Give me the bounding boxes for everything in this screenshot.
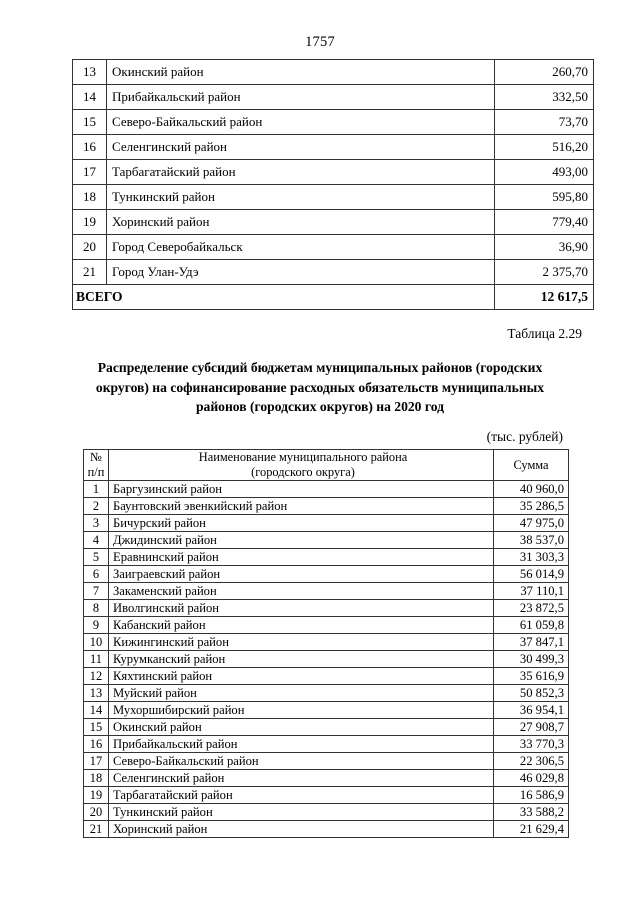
amount-cell: 61 059,8	[494, 617, 569, 634]
table-row	[73, 85, 594, 110]
table-row	[84, 515, 569, 532]
amount-cell: 35 616,9	[494, 668, 569, 685]
amount-cell: 21 629,4	[494, 821, 569, 838]
row-number-cell: 4	[84, 532, 109, 549]
amount-cell: 36,90	[495, 235, 594, 260]
row-number-cell: 17	[84, 753, 109, 770]
municipality-name-cell: Прибайкальский район	[109, 736, 494, 753]
municipality-name-cell: Селенгинский район	[109, 770, 494, 787]
amount-cell: 37 847,1	[494, 634, 569, 651]
row-number-cell: 3	[84, 515, 109, 532]
amount-cell: 260,70	[495, 60, 594, 85]
table-row	[84, 481, 569, 498]
row-number-cell: 15	[84, 719, 109, 736]
row-number-cell: 12	[84, 668, 109, 685]
row-number-cell: 20	[84, 804, 109, 821]
row-number-cell: 13	[84, 685, 109, 702]
page-title-line-1: Распределение субсидий бюджетам муниципальных районов (городских	[97, 360, 543, 375]
table-row	[73, 185, 594, 210]
row-number-cell: 2	[84, 498, 109, 515]
table-row	[73, 160, 594, 185]
table-row	[84, 702, 569, 719]
row-number-cell: 21	[84, 821, 109, 838]
municipality-name-cell: Закаменский район	[109, 583, 494, 600]
column-header-sum: Сумма	[494, 450, 569, 481]
row-number-cell: 1	[84, 481, 109, 498]
amount-cell: 35 286,5	[494, 498, 569, 515]
municipality-name-cell: Прибайкальский район	[107, 85, 495, 110]
table-row	[84, 634, 569, 651]
amount-cell: 38 537,0	[494, 532, 569, 549]
amount-cell: 27 908,7	[494, 719, 569, 736]
amount-cell: 493,00	[495, 160, 594, 185]
municipality-name-cell: Муйский район	[109, 685, 494, 702]
amount-cell: 56 014,9	[494, 566, 569, 583]
total-amount-cell: 12 617,5	[495, 285, 594, 310]
table-row	[84, 532, 569, 549]
page-title	[72, 358, 568, 417]
row-number-cell: 15	[73, 110, 107, 135]
page-title-line-2: округов) на софинансирование расходных обязательств муниципальных	[95, 379, 545, 395]
table-row	[84, 600, 569, 617]
row-number-cell: 17	[73, 160, 107, 185]
table-row	[84, 770, 569, 787]
amount-cell: 33 588,2	[494, 804, 569, 821]
row-number-cell: 14	[84, 702, 109, 719]
column-header-name-line-1: Наименование муниципального района	[198, 450, 408, 464]
municipality-name-cell: Тарбагатайский район	[109, 787, 494, 804]
row-number-cell: 13	[73, 60, 107, 85]
table-row	[84, 804, 569, 821]
municipality-name-cell: Еравнинский район	[109, 549, 494, 566]
amount-cell: 73,70	[495, 110, 594, 135]
row-number-cell: 5	[84, 549, 109, 566]
row-number-cell: 20	[73, 235, 107, 260]
column-header-number	[84, 450, 109, 481]
page-title-line-3: районов (городских округов) на 2020 год	[195, 399, 444, 414]
table-row	[73, 135, 594, 160]
row-number-cell: 18	[84, 770, 109, 787]
amount-cell: 23 872,5	[494, 600, 569, 617]
municipality-name-cell: Город Улан-Удэ	[107, 260, 495, 285]
table-row	[84, 685, 569, 702]
table-two-head	[84, 450, 569, 481]
municipality-name-cell: Тункинский район	[107, 185, 495, 210]
municipality-name-cell: Окинский район	[107, 60, 495, 85]
amount-cell: 516,20	[495, 135, 594, 160]
amount-cell: 779,40	[495, 210, 594, 235]
municipality-name-cell: Хоринский район	[109, 821, 494, 838]
table-row	[73, 60, 594, 85]
municipality-name-cell: Кяхтинский район	[109, 668, 494, 685]
table-row	[73, 110, 594, 135]
municipality-name-cell: Заиграевский район	[109, 566, 494, 583]
row-number-cell: 7	[84, 583, 109, 600]
amount-cell: 50 852,3	[494, 685, 569, 702]
column-header-number-line-2: п/п	[87, 465, 105, 479]
municipality-name-cell: Иволгинский район	[109, 600, 494, 617]
row-number-cell: 10	[84, 634, 109, 651]
units-note: (тыс. рублей)	[486, 429, 563, 444]
subsidy-distribution-table	[83, 449, 569, 838]
table-row	[84, 821, 569, 838]
amount-cell: 2 375,70	[495, 260, 594, 285]
municipality-name-cell: Мухоршибирский район	[109, 702, 494, 719]
amount-cell: 30 499,3	[494, 651, 569, 668]
municipality-name-cell: Кабанский район	[109, 617, 494, 634]
municipality-name-cell: Курумканский район	[109, 651, 494, 668]
amount-cell: 36 954,1	[494, 702, 569, 719]
column-header-number-line-1: №	[90, 450, 102, 464]
row-number-cell: 6	[84, 566, 109, 583]
amount-cell: 46 029,8	[494, 770, 569, 787]
table-row	[84, 583, 569, 600]
table-row	[84, 719, 569, 736]
municipality-name-cell: Баргузинский район	[109, 481, 494, 498]
row-number-cell: 14	[73, 85, 107, 110]
column-header-name-line-2: (городского округа)	[251, 465, 355, 479]
table-header-row	[84, 450, 569, 481]
amount-cell: 37 110,1	[494, 583, 569, 600]
amount-cell: 47 975,0	[494, 515, 569, 532]
municipality-name-cell: Бичурский район	[109, 515, 494, 532]
table-one-body	[73, 60, 594, 310]
table-two-body	[84, 481, 569, 838]
table-row	[84, 498, 569, 515]
table-row	[84, 753, 569, 770]
row-number-cell: 8	[84, 600, 109, 617]
table-row	[73, 260, 594, 285]
row-number-cell: 19	[84, 787, 109, 804]
row-number-cell: 19	[73, 210, 107, 235]
amount-cell: 22 306,5	[494, 753, 569, 770]
row-number-cell: 16	[73, 135, 107, 160]
table-row	[73, 235, 594, 260]
table-caption-label: Таблица 2.29	[507, 326, 582, 341]
subsidy-continuation-table	[72, 59, 594, 310]
amount-cell: 332,50	[495, 85, 594, 110]
table-row	[84, 566, 569, 583]
row-number-cell: 18	[73, 185, 107, 210]
amount-cell: 595,80	[495, 185, 594, 210]
row-number-cell: 11	[84, 651, 109, 668]
municipality-name-cell: Город Северобайкальск	[107, 235, 495, 260]
amount-cell: 31 303,3	[494, 549, 569, 566]
table-total-row	[73, 285, 594, 310]
row-number-cell: 16	[84, 736, 109, 753]
municipality-name-cell: Тарбагатайский район	[107, 160, 495, 185]
municipality-name-cell: Хоринский район	[107, 210, 495, 235]
table-row	[84, 736, 569, 753]
table-row	[73, 210, 594, 235]
amount-cell: 33 770,3	[494, 736, 569, 753]
table-row	[84, 668, 569, 685]
municipality-name-cell: Баунтовский эвенкийский район	[109, 498, 494, 515]
municipality-name-cell: Северо-Байкальский район	[107, 110, 495, 135]
municipality-name-cell: Селенгинский район	[107, 135, 495, 160]
row-number-cell: 21	[73, 260, 107, 285]
amount-cell: 40 960,0	[494, 481, 569, 498]
table-row	[84, 617, 569, 634]
row-number-cell: 9	[84, 617, 109, 634]
municipality-name-cell: Тункинский район	[109, 804, 494, 821]
amount-cell: 16 586,9	[494, 787, 569, 804]
column-header-name	[109, 450, 494, 481]
page-number: 1757	[305, 34, 335, 50]
table-row	[84, 787, 569, 804]
table-row	[84, 651, 569, 668]
municipality-name-cell: Джидинский район	[109, 532, 494, 549]
table-row	[84, 549, 569, 566]
total-label-cell: ВСЕГО	[73, 285, 495, 310]
municipality-name-cell: Северо-Байкальский район	[109, 753, 494, 770]
municipality-name-cell: Кижингинский район	[109, 634, 494, 651]
municipality-name-cell: Окинский район	[109, 719, 494, 736]
